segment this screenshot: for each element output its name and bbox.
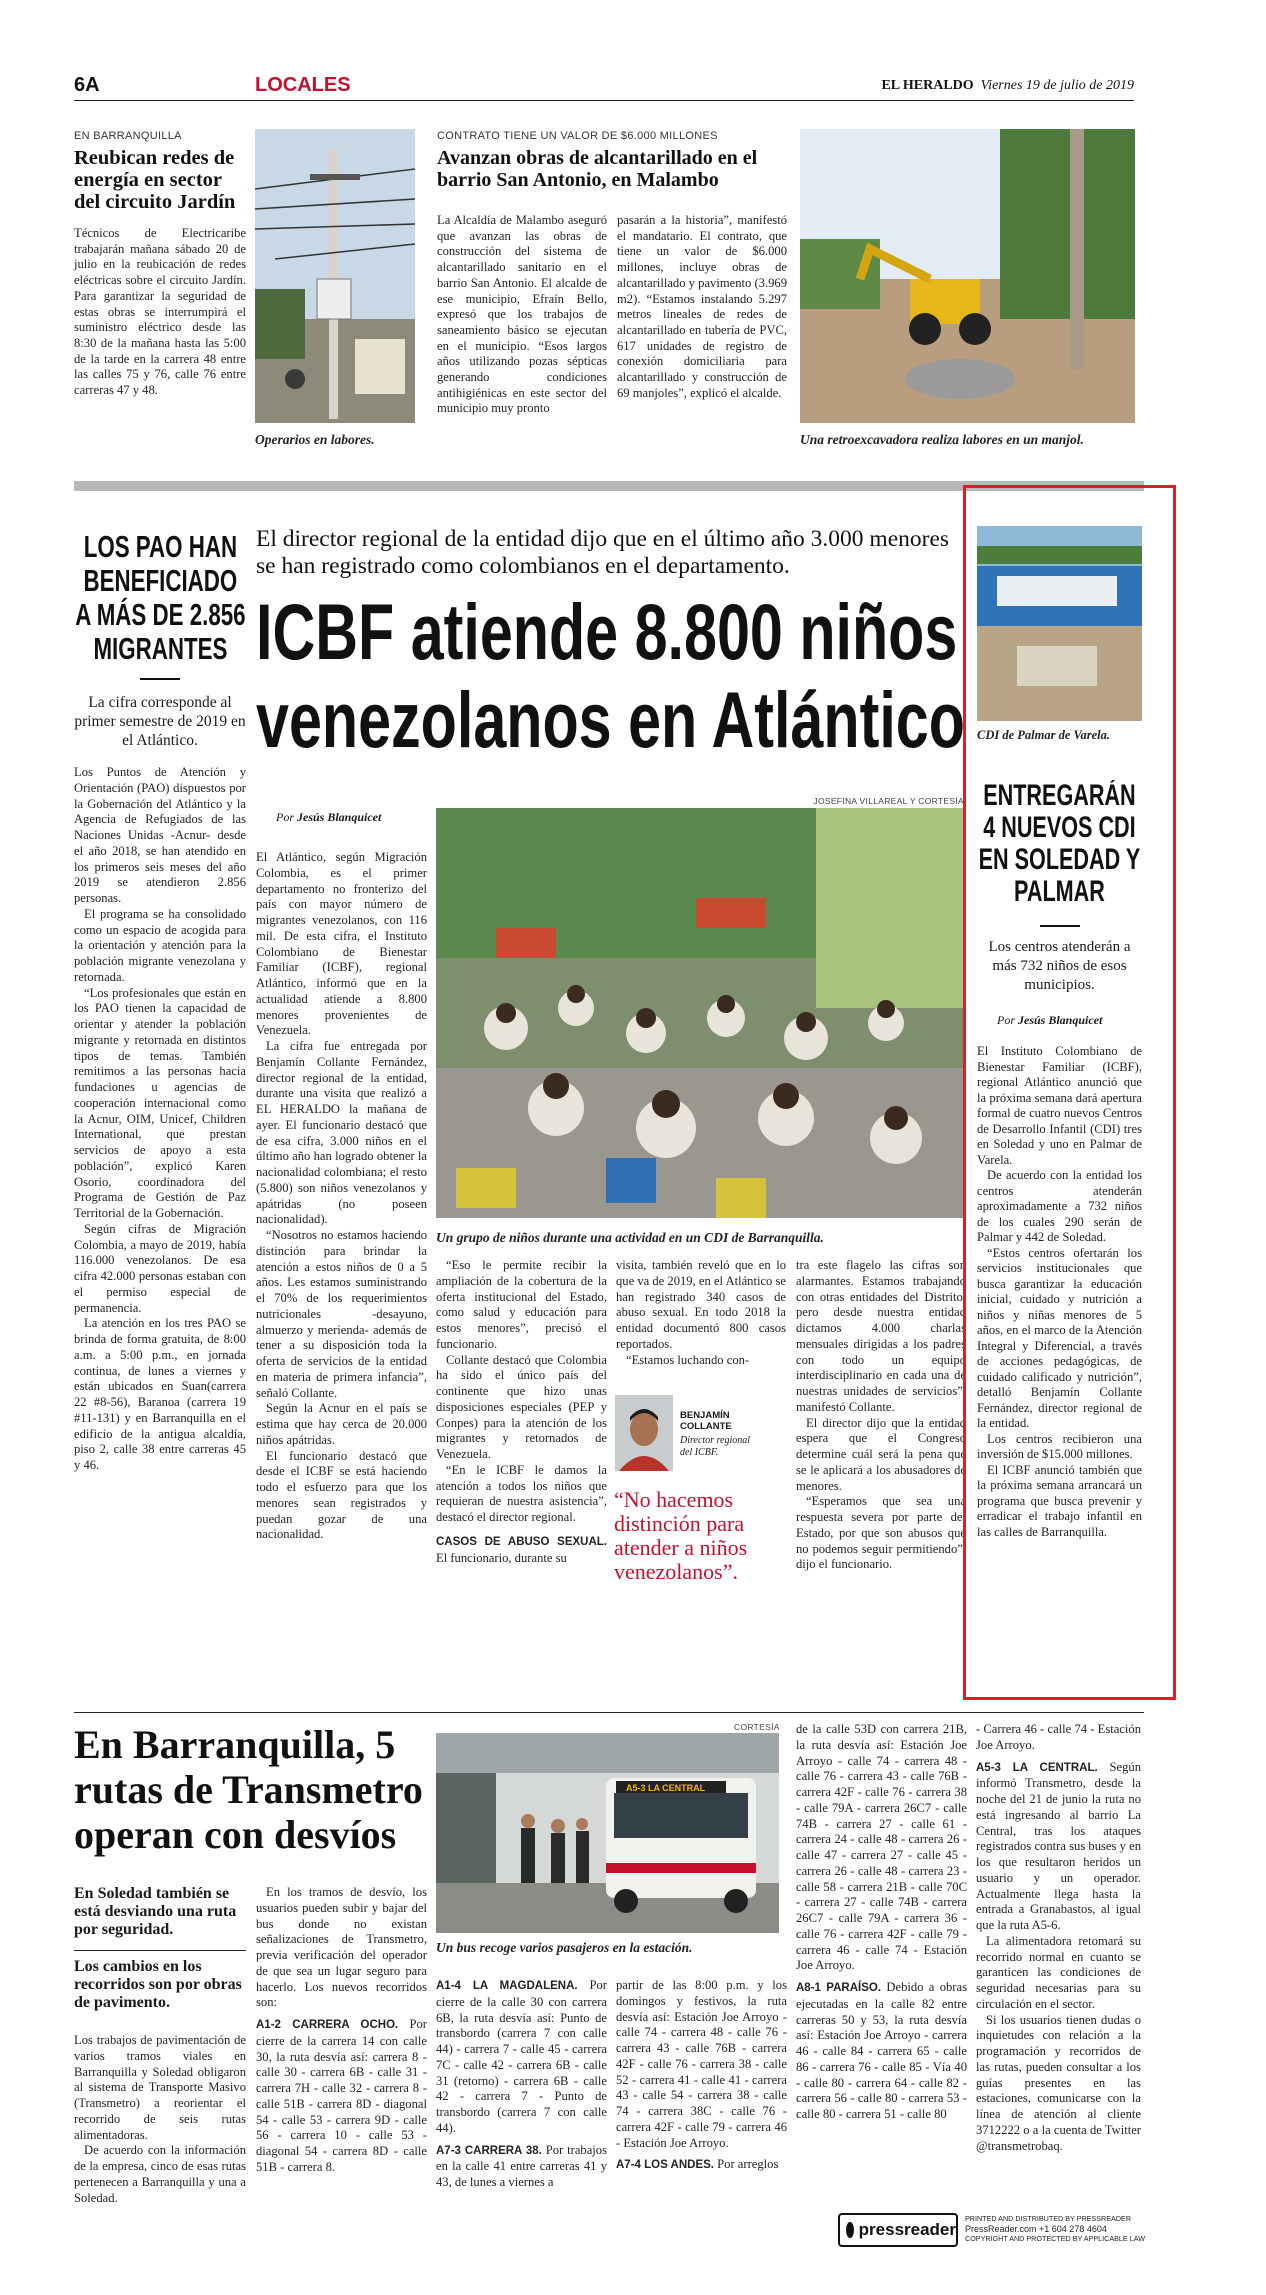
route-a1-4: Por cierre de la calle 30 con carrera 6B, la ruta desvía así: Punto de transbordo (carrera 7 con calle 44) - carrera 7 - calle 45 - carrera 7C - calle 42 - carrera 6B - calle 31 (retorno) - carrera 6B - calle 42 - carrera 7 - Punto de transbordo (carrera 7 con calle 44). — [436, 1978, 607, 2135]
pressreader-wordmark: pressreader — [858, 2220, 956, 2239]
route-a8-1-p — [796, 1980, 967, 2123]
main-byline-pre: Por — [276, 810, 294, 824]
box-rule — [1040, 925, 1080, 927]
bottom-col-5 — [796, 1722, 967, 2123]
route-a5-3-head: A5-3 LA CENTRAL. — [976, 1761, 1098, 1774]
main-col-2-end: El funcionario, durante su — [436, 1550, 567, 1565]
main-col-3-p1: visita, también reveló que en lo que va de 2019, en el Atlántico se han registrado 340 casos de abuso sexual. En todo 2018 la entidad documentó 800 casos reportados. — [616, 1258, 786, 1351]
box-title-text: ENTREGARÁN 4 NUEVOS CDI EN SOLEDAD Y PALMAR — [978, 780, 1141, 908]
bottom-col-1 — [74, 2033, 246, 2206]
sidebar-title — [74, 530, 246, 670]
mug-role: Director regional del ICBF. — [680, 1435, 751, 1458]
photo-children-cdi — [436, 808, 964, 1218]
bottom-sub-1: En Soledad también se está desviando una ruta por seguridad. — [74, 1885, 237, 1938]
sidebar-p4: Según cifras de Migración Colombia, a mayo de 2019, había 116.000 venezolanos. De esa cifra 42.000 personas estaban con el permiso especial de permanencia. — [74, 1221, 246, 1315]
main-col-2-p3: “En le ICBF le damos la atención a todos los niños que requieran de nuestra asistencia”, destacó el director regional. — [436, 1462, 607, 1524]
main-headline — [256, 588, 966, 778]
photo-power-lines — [255, 129, 415, 423]
sidebar-title-text: LOS PAO HAN BENEFICIADO A MÁS DE 2.856 MIGRANTES — [75, 530, 246, 666]
headline-2: Avanzan obras de alcantarillado en el barrio San Antonio, en Malambo — [437, 147, 758, 191]
main-headline-line-1: ICBF atiende 8.800 niños — [256, 588, 958, 676]
caption-2: Una retroexcavadora realiza labores en un manjol. — [800, 432, 1084, 447]
bottom-col-2-route — [256, 2017, 427, 2176]
main-col-1-p1: El Atlántico, según Migración Colombia, es el primer departamento no fronterizo del país con mayor número de migrantes venezolanos, con 116 mil. De esta cifra, el Instituto Colombiano de Bienestar Familiar (ICBF), regional Atlántico, informó que en la actualidad atiende a 8.800 menores provenientes de Venezuela. — [256, 850, 427, 1038]
route-a7-4: Por arreglos — [717, 2157, 779, 2172]
main-col-4 — [796, 1258, 966, 1573]
sidebar-rule — [140, 678, 180, 680]
route-a7-4-p — [616, 2157, 787, 2174]
box-byline — [997, 1013, 1102, 1028]
photo-bus — [436, 1733, 779, 1933]
main-col-2-sub — [436, 1534, 607, 1567]
main-headline-line-2: venezolanos en Atlántico — [256, 675, 965, 764]
headline-1: Reubican redes de energía en sector del circuito Jardín — [74, 147, 236, 213]
route-a8-1-head: A8-1 PARAÍSO. — [796, 1982, 882, 1994]
kicker-2: CONTRATO TIENE UN VALOR DE $6.000 MILLONES — [437, 130, 718, 142]
sidebar-p2: El programa se ha consolidado como un espacio de acogida para la orientación y atención para la población migrante venezolana y retornada. — [74, 906, 246, 984]
main-col-1-p2: La cifra fue entregada por Benjamín Collante Fernández, director regional de la entidad, durante una visita que realizó a EL HERALDO la mañana de ayer. El funcionario destacó que de esa cifra, 3.000 niños en el último año han logrado obtener la nacionalidad colombiana; el resto (5.800) son niños venezolanos y apátridas (no poseen nacionalidad). — [256, 1039, 427, 1227]
route-a7-3-p — [436, 2143, 607, 2191]
route-a7-3-cont: partir de las 8:00 p.m. y los domingos y festivos, la ruta desvía así: Estación Joe Arroyo - calle 74 - carrera 48 - calle 76 - carrera 43 - calle 76B - carrera 42F - calle 76 - carrera 38 - calle 52 - carrera 41 - calle 41 - carrera 43 - calle 54 - carrera 38 - calle 74 - carrera 38C - calle 76 - carrera 42F - calle 79 - carrera 46 - Estación Joe Arroyo. — [616, 1978, 787, 2150]
route-a1-4-p — [436, 1978, 607, 2137]
route-a7-4-head: A7-4 LOS ANDES. — [616, 2159, 714, 2172]
main-col-1-p5: El funcionario destacó que desde el ICBF se está haciendo todo el esfuerzo para que los menores sean registrados y puedan gozar de una nacionalidad. — [256, 1448, 427, 1542]
route-a7-3: Por trabajos en la calle 41 entre carreras 41 y 43, de lunes a viernes a — [436, 2142, 607, 2189]
main-byline — [276, 810, 381, 825]
main-col-4-p2: El director dijo que la entidad espera que el Congreso determine cuál será la pena que se le aplicará a los abusadores de menores. — [796, 1415, 966, 1493]
pull-quote: “No hacemos distinción para atender a niños venezolanos”. — [614, 1487, 748, 1584]
box-p4: Los centros recibieron una inversión de $15.000 millones. — [977, 1431, 1142, 1461]
route-a8-1-cont: - Carrera 46 - calle 74 - Estación Joe Arroyo. — [976, 1722, 1141, 1752]
route-a5-3-p2: La alimentadora retomará su recorrido normal en cuanto se garanticen las condiciones de seguridad necesarias para su circulación en el sector. — [976, 1933, 1141, 2011]
paper-name: EL HERALDO — [881, 78, 974, 93]
header-right — [881, 78, 1134, 94]
bottom-col-1-p1: Los trabajos de pavimentación de varios tramos viales en Barranquilla y Soledad obligaron al sistema de Transporte Masivo (Transmetro) a reorientar el recorrido de seis rutas alimentadoras. — [74, 2033, 246, 2142]
section-label: LOCALES — [255, 74, 351, 96]
photo-excavator — [800, 129, 1135, 423]
caption-cdi: CDI de Palmar de Varela. — [977, 728, 1110, 742]
route-a7-3-head: A7-3 CARRERA 38. — [436, 2144, 542, 2157]
main-col-1 — [256, 850, 427, 1543]
sidebar-body — [74, 765, 246, 1474]
bottom-headline: En Barranquilla, 5 rutas de Transmetro operan con desvíos — [74, 1722, 423, 1857]
route-a1-4-head: A1-4 LA MAGDALENA. — [436, 1980, 578, 1992]
route-a1-2-head: A1-2 CARRERA OCHO. — [256, 2019, 399, 2031]
footer-line-1: PRINTED AND DISTRIBUTED BY PRESSREADER — [965, 2214, 1132, 2223]
route-a5-3: Según informó Transmetro, desde la noche del 21 de junio la ruta no está ingresando al barrio La Central, tras los ataques registrados contra sus buses y en los que resultaron heridos un usuario y un operador. Actualmente llega hasta la entrada a Granabastos, al igual que la ruta A5-6. — [976, 1759, 1141, 1932]
sidebar-p1: Los Puntos de Atención y Orientación (PAO) dispuestos por la Gobernación del Atlántico y la Agencia de Refugiados de las Naciones Unidas -Acnur- desde el año 2018, se han atendido en los primeros seis meses del año 2019 se atendieron 2.856 personas. — [74, 765, 246, 905]
bus-sign: A5-3 LA CENTRAL — [626, 1783, 706, 1793]
main-col-1-p3: “Nosotros no estamos haciendo distinción para brindar la atención a estos niños de 0 a 5 años. Les estamos suministrando el 70% de los requerimientos nutricionales -desayuno, almuerzo y merienda- además de tener a su disposición toda la oferta de servicios de la entidad en materia de primera infancia”, señaló Collante. — [256, 1228, 427, 1400]
bus-caption: Un bus recoge varios pasajeros en la estación. — [436, 1940, 693, 1955]
pressreader-logo — [838, 2213, 958, 2247]
footer-notice — [965, 2214, 1145, 2244]
pressreader-icon — [846, 2222, 854, 2238]
main-col-2-p2: Collante destacó que Colombia ha sido el único país del continente que hizo unas disposiciones especiales (PEP y Conpes) para la atención de los migrantes y retornados de Venezuela. — [436, 1352, 607, 1461]
bottom-col-4 — [616, 1978, 787, 2174]
issue-date: Viernes 19 de julio de 2019 — [980, 78, 1134, 93]
main-col-2-p1: “Eso le permite recibir la ampliación de la cobertura de la oferta institucional del Estado, como salud y educación para estos menores”, precisó el funcionario. — [436, 1258, 607, 1351]
box-title — [977, 780, 1142, 910]
route-a5-3-p — [976, 1760, 1141, 1934]
bottom-col-6 — [976, 1722, 1141, 2154]
box-deck: Los centros atenderán a más 732 niños de esos municipios. — [988, 939, 1131, 993]
main-col-2 — [436, 1258, 607, 1566]
story-2-col-2: pasarán a la historia”, manifestó el mandatario. El contrato, que tiene un valor de $6.000 millones, incluye obras de alcantarillado y pavimento (3.969 m2). “Estamos instalando 5.297 metros lineales de redes de alcantarillado en tubería de PVC, 617 unidades de registro de conexión domiciliaria para alcantarillado y construcción de 69 manjoles”, explicó el alcalde. — [617, 213, 787, 400]
bus-photo-credit: CORTESÍA — [734, 1722, 780, 1732]
kicker-1: EN BARRANQUILLA — [74, 130, 182, 142]
main-deck: El director regional de la entidad dijo que en el último año 3.000 menores se han registrado como colombianos en el departamento. — [256, 526, 950, 579]
main-byline-author: Jesús Blanquicet — [297, 810, 382, 824]
page-number: 6A — [74, 74, 100, 96]
caption-1: Operarios en labores. — [255, 432, 375, 447]
box-body — [977, 1044, 1142, 1540]
box-byline-pre: Por — [997, 1013, 1015, 1027]
bottom-col-2 — [256, 1885, 427, 2176]
header-rule — [74, 100, 1134, 101]
box-p2: De acuerdo con la entidad los centros atenderán aproximadamente a 732 niños de los cuales 290 serán de Palmar y 442 de Soledad. — [977, 1168, 1142, 1244]
main-col-4-p1: tra este flagelo las cifras son alarmantes. Estamos trabajando con otras entidades del Distrito, pero desde nuestra entidad dictamos 4.000 charlas mensuales dirigidas a los padres con todo un equipo interdisciplinario en cada una de nuestras unidades de servicios”, manifestó Collante. — [796, 1258, 966, 1414]
story-2-col-1: La Alcaldía de Malambo aseguró que avanzan las obras de construcción del sistema de alcantarillado sanitario en el barrio San Antonio. El alcalde de ese municipio, Efraín Bello, expresó que los trabajos de saneamiento básico se ejecutan en el municipio. “Esos largos años utilizando pozas sépticas generando condiciones antihigiénicas en este sector del municipio muy pronto — [437, 213, 607, 416]
bottom-divider — [74, 1712, 1144, 1713]
sidebar-p5: La atención en los tres PAO se brinda de forma gratuita, de 8:00 a.m. a 5:00 p.m., en jornada continua, de lunes a viernes y están ubicados en Suan(carrera 22 #8-56), Baranoa (carrera 19 #11-131) y en Barranquilla en el edificio de la antigua alcaldía, piso 2, calle 38 entre carreras 45 y 46. — [74, 1316, 246, 1472]
story-1-body: Técnicos de Electricaribe trabajarán mañana sábado 20 de julio en la reubicación de redes eléctricas sobre el circuito Jardín. Para garantizar la seguridad de estas obras se interrumpirá el suministro eléctrico desde las 8:30 de la mañana hasta las 5:00 de la tarde en la carrera 48 entre las calles 75 y 76, calle 76 entre carreras 47 y 48. — [74, 226, 246, 398]
main-col-2-subhead: CASOS DE ABUSO SEXUAL. — [436, 1535, 607, 1548]
photo-cdi-palmar — [977, 526, 1142, 721]
route-a7-4-cont: de la calle 53D con carrera 21B, la ruta desvía así: Estación Joe Arroyo - calle 74 - carrera 48 - calle 76 - carrera 43 - calle 76B - carrera 42F - calle 76 - carrera 38 - calle 79A - carrera 26C7 - calle 74B - carrera 27 - calle 61 - carrera 24 - calle 48 - carrera 26 - calle 47 - carrera 27 - calle 45 - carrera 26 - calle 48 - carrera 23 - calle 58 - carrera 21B - calle 70C - carrera 27 - calle 74B - carrera 26C7 - calle 79A - carrera 36 - calle 76 - carrera 42F - calle 79 - carrera 46 - calle 74 - Estación Joe Arroyo. — [796, 1722, 967, 1973]
mug-name: BENJAMÍN COLLANTE — [680, 1410, 732, 1432]
bottom-sub-2: Los cambios en los recorridos son por obras de pavimento. — [74, 1958, 242, 2011]
main-photo-caption: Un grupo de niños durante una actividad en un CDI de Barranquilla. — [436, 1230, 824, 1245]
main-col-4-p3: “Esperamos que sea una respuesta severa por parte del Estado, por que son abusos que no podemos seguir permitiendo”, dijo el funcionario. — [796, 1494, 966, 1572]
footer-line-2: PressReader.com +1 604 278 4604 — [965, 2224, 1107, 2234]
box-p5: El ICBF anunció también que la próxima semana arrancará un programa que busca prevenir y erradicar el trabajo infantil en las calles de Barranquilla. — [977, 1462, 1142, 1539]
bottom-col-1-p2: De acuerdo con la información de la empresa, cinco de esas rutas pertenecen a Barranquilla y una a Soledad. — [74, 2143, 246, 2205]
main-col-3-p2: “Estamos luchando con- — [626, 1352, 750, 1367]
main-col-3 — [616, 1258, 786, 1368]
bottom-col-3 — [436, 1978, 607, 2191]
route-a8-1: Debido a obras ejecutadas en la calle 82 entre carreras 50 y 53, la ruta desvía así: Estación Joe Arroyo - carrera 46 - calle 84 - carrera 65 - calle 86 - carrera 76 - calle 85 - Vía 40 - calle 80 - carrera 64 - calle 82 - carrera 56 - calle 80 - carrera 53 - calle 80 - carrera 51 - calle 80 — [796, 1980, 967, 2121]
box-p3: “Estos centros ofertarán los servicios institucionales que busca garantizar la educación inicial, cuidado y nutrición a niños y niñas menores de 5 años, en el marco de la Atención Integral y Diferencial, a través de acciones pedagógicas, de cuidado calificado y nutrición”, detalló Benjamín Collante Fernández, director regional de la entidad. — [977, 1245, 1142, 1430]
box-byline-author: Jesús Blanquicet — [1018, 1013, 1103, 1027]
mugshot-collante — [615, 1395, 673, 1471]
route-a1-2: Por cierre de la carrera 14 con calle 30, la ruta desvía así: carrera 8 - calle 30 - carrera 6B - calle 31 - carrera 7H - calle 32 - carrera 8 - calle 51B - carrera 8D - diagonal 54 - calle 53 - carrera 9D - calle 56 - carrera 10 - calle 53 - diagonal 54 - carrera 8D - calle 51B - carrera 8. — [256, 2017, 427, 2174]
bottom-col-2-intro: En los tramos de desvío, los usuarios pueden subir y bajar del bus donde no existan señalizaciones de Transmetro, previa verificación del operador de que sea un lugar seguro para hacerlo. Los nuevos recorridos son: — [256, 1885, 427, 2010]
route-a5-3-p3: Si los usuarios tienen dudas o inquietudes con relación a la programación y recorridos de las rutas, pueden consultar a los guías presentes en las estaciones, comunicarse con la línea de atención al cliente 3712222 o a la cuenta de Twitter @transmetrobaq. — [976, 2012, 1141, 2153]
sidebar-deck: La cifra corresponde al primer semestre de 2019 en el Atlántico. — [74, 694, 246, 749]
box-p1: El Instituto Colombiano de Bienestar Familiar (ICBF), regional Atlántico anunció que la próxima semana dará apertura formal de cuatro nuevos Centros de Desarrollo Infantil (CDI) tres en Soledad y uno en Palmar de Varela. — [977, 1044, 1142, 1167]
main-col-1-p4: Según la Acnur en el país se estima que hay cerca de 20.000 niños apátridas. — [256, 1401, 427, 1447]
footer-line-3: COPYRIGHT AND PROTECTED BY APPLICABLE LAW — [965, 2234, 1146, 2243]
sidebar-p3: “Los profesionales que están en los PAO tienen la capacidad de orientar y atender la población migrante y retornada en distintos tipos de temas. También remitimos a las personas hacia fundaciones u agencias de cooperación internacional como la Acnur, OIM, Unicef, Children International, que prestan servicios de apoyo a esta población”, explicó Karen Osorio, coordinadora del Programa de Gestión de Paz Territorial de la Gobernación. — [74, 985, 246, 1220]
main-photo-credit: JOSEFINA VILLAREAL Y CORTESÍA — [813, 796, 964, 806]
bottom-sub-rule — [74, 1950, 246, 1951]
